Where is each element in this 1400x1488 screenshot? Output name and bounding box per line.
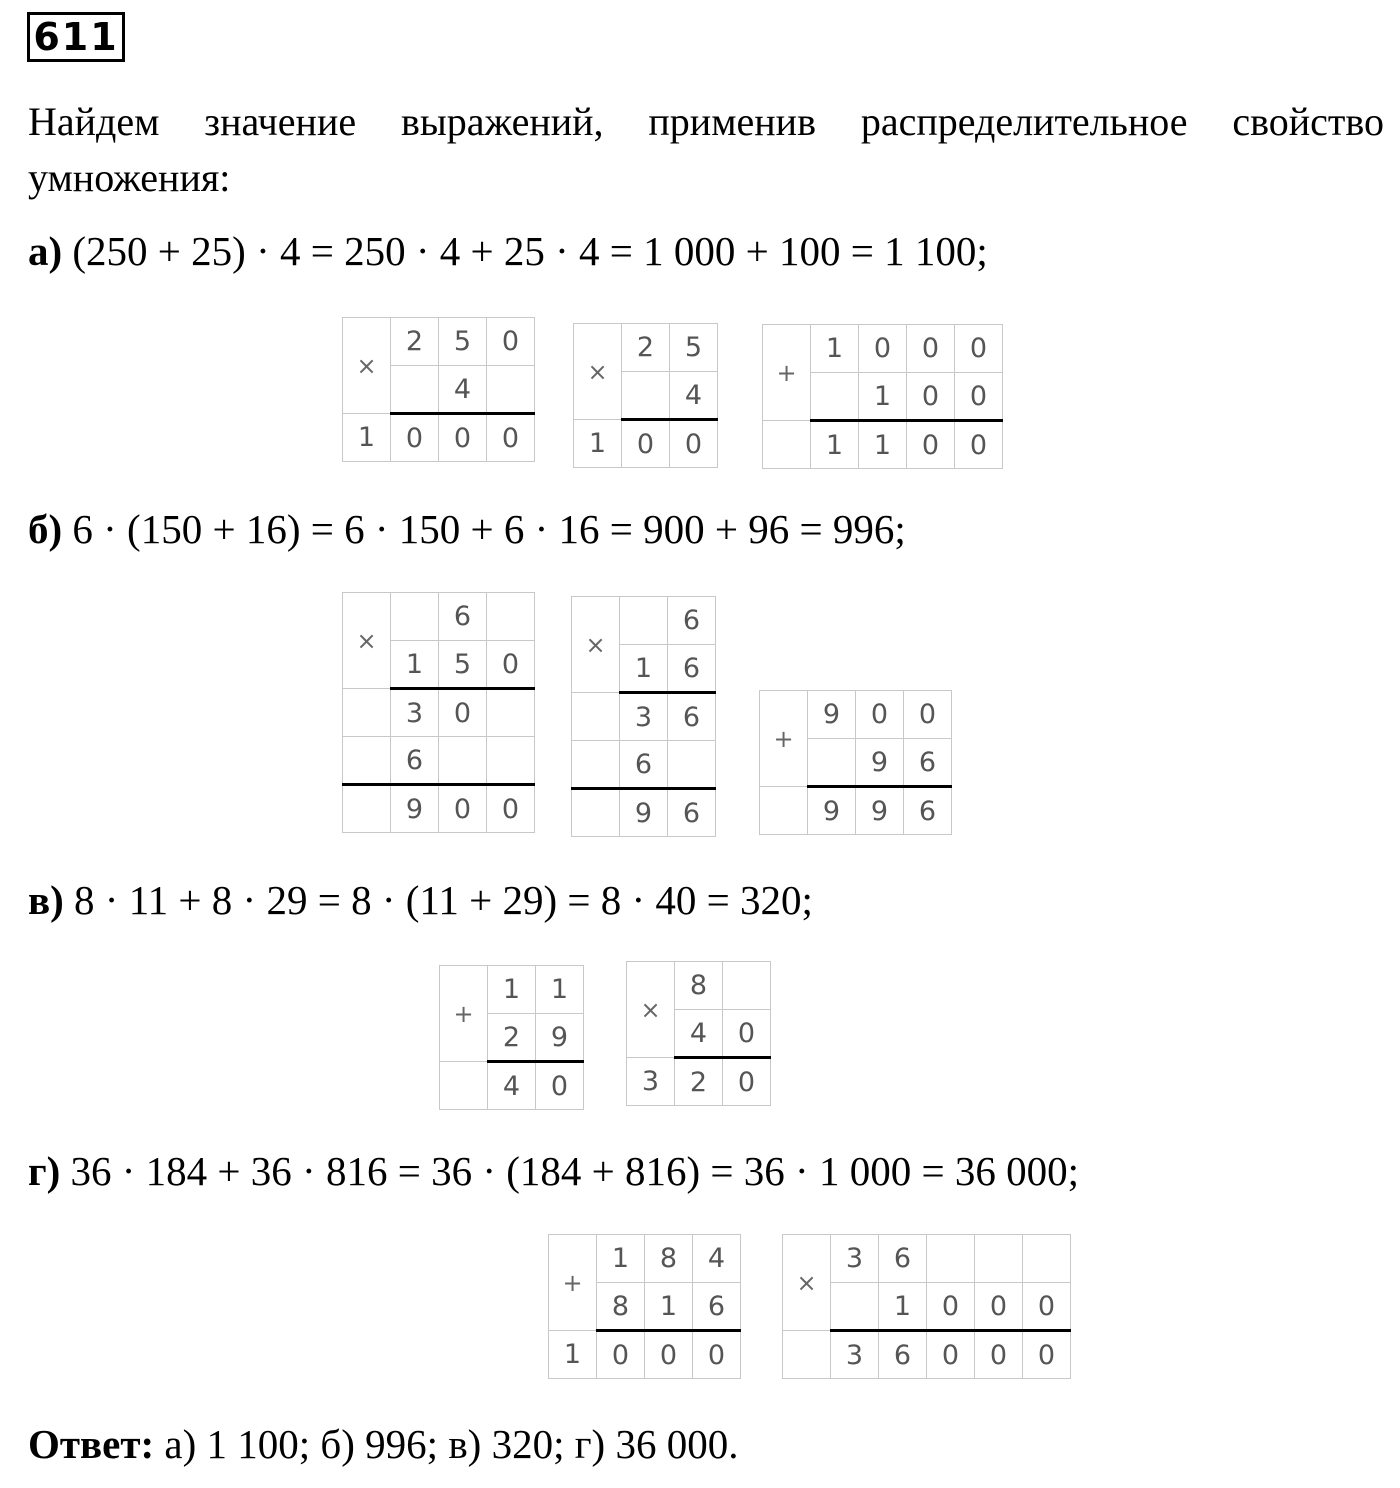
operator-sign: ×	[783, 1235, 831, 1331]
grid-digit: 5	[439, 641, 487, 689]
operator-sign: +	[760, 691, 808, 787]
part-a-equation	[28, 226, 988, 276]
answer-text: а) 1 100; б) 996; в) 320; г) 36 000.	[164, 1421, 739, 1467]
grid-row	[760, 691, 952, 739]
grid-digit: 9	[808, 787, 856, 835]
part-b-label: б)	[28, 506, 63, 552]
grid-digit: 1	[343, 414, 391, 462]
grid-row	[763, 421, 1003, 469]
grid-digit: 0	[904, 691, 952, 739]
grid-digit: 9	[391, 785, 439, 833]
intro-text: Найдем значение выражений, применив распределительное свойство умножения:	[28, 99, 1384, 200]
grid-digit: 1	[811, 421, 859, 469]
part-d-label: г)	[28, 1148, 61, 1194]
grid-digit: 1	[536, 966, 584, 1014]
grid-digit	[343, 785, 391, 833]
grid-row	[572, 597, 716, 645]
grid-digit: 2	[622, 324, 670, 372]
grid-row	[574, 420, 718, 468]
grid-digit	[808, 739, 856, 787]
grid-digit: 8	[645, 1235, 693, 1283]
grid-digit: 0	[536, 1062, 584, 1110]
part-b-expression: 6 · (150 + 16) = 6 · 150 + 6 · 16 = 900 + 96 = 996;	[72, 506, 906, 552]
grid-row	[549, 1235, 741, 1283]
grid-digit: 0	[693, 1331, 741, 1379]
grid-row	[440, 1062, 584, 1110]
grid-digit: 4	[488, 1062, 536, 1110]
part-c-expression: 8 · 11 + 8 · 29 = 8 · (11 + 29) = 8 · 40 = 320;	[74, 877, 813, 923]
grid-digit	[783, 1331, 831, 1379]
grid-digit: 6	[693, 1283, 741, 1331]
grid-digit: 0	[439, 689, 487, 737]
grid-digit	[343, 737, 391, 785]
part-a-label: а)	[28, 228, 63, 274]
grid-digit: 6	[668, 597, 716, 645]
grid-digit: 1	[488, 966, 536, 1014]
grid-digit	[439, 737, 487, 785]
computation-grid	[626, 961, 771, 1106]
computation-grid	[782, 1234, 1071, 1379]
grid-digit	[763, 421, 811, 469]
grid-digit: 3	[620, 693, 668, 741]
grid-row	[343, 318, 535, 366]
grid-digit	[927, 1235, 975, 1283]
operator-sign: ×	[343, 593, 391, 689]
grid-digit	[1023, 1235, 1071, 1283]
operator-sign: ×	[574, 324, 622, 420]
grid-digit	[343, 689, 391, 737]
grid-digit	[723, 962, 771, 1010]
grid-digit	[572, 789, 620, 837]
grid-digit: 1	[549, 1331, 597, 1379]
grid-row	[627, 1058, 771, 1106]
grid-digit: 1	[811, 325, 859, 373]
grid-digit	[572, 693, 620, 741]
grid-digit: 1	[645, 1283, 693, 1331]
grid-digit: 3	[627, 1058, 675, 1106]
grid-digit: 6	[904, 739, 952, 787]
grid-digit: 4	[693, 1235, 741, 1283]
grid-digit: 0	[907, 373, 955, 421]
grid-digit: 0	[927, 1331, 975, 1379]
computation-grid	[573, 323, 718, 468]
grid-digit: 0	[439, 785, 487, 833]
grid-digit: 6	[668, 693, 716, 741]
grid-digit: 9	[856, 739, 904, 787]
grid-digit: 8	[675, 962, 723, 1010]
answer-line	[28, 1418, 738, 1470]
grid-digit: 0	[856, 691, 904, 739]
grid-digit: 3	[831, 1235, 879, 1283]
grid-digit: 5	[670, 324, 718, 372]
grid-row	[572, 741, 716, 789]
grid-row	[783, 1235, 1071, 1283]
grid-digit: 2	[488, 1014, 536, 1062]
grid-digit: 0	[907, 325, 955, 373]
grid-digit: 0	[487, 785, 535, 833]
grid-digit: 0	[645, 1331, 693, 1379]
grid-digit	[391, 366, 439, 414]
grid-digit: 0	[670, 420, 718, 468]
grid-digit: 0	[1023, 1331, 1071, 1379]
grid-digit: 0	[955, 421, 1003, 469]
grid-digit: 5	[439, 318, 487, 366]
grid-digit: 0	[975, 1283, 1023, 1331]
grid-digit: 4	[675, 1010, 723, 1058]
grid-digit: 9	[856, 787, 904, 835]
grid-digit	[668, 741, 716, 789]
grid-row	[572, 693, 716, 741]
grid-digit: 4	[670, 372, 718, 420]
grid-row	[343, 689, 535, 737]
grid-digit	[391, 593, 439, 641]
problem-number: 611	[27, 12, 125, 62]
part-a-expression: (250 + 25) · 4 = 250 · 4 + 25 · 4 = 1 000 + 100 = 1 100;	[72, 228, 988, 274]
grid-digit: 1	[879, 1283, 927, 1331]
grid-digit: 2	[391, 318, 439, 366]
grid-digit: 6	[668, 789, 716, 837]
part-c-label: в)	[28, 877, 64, 923]
grid-digit	[440, 1062, 488, 1110]
grid-digit: 9	[536, 1014, 584, 1062]
grid-digit: 0	[391, 414, 439, 462]
grid-row	[783, 1331, 1071, 1379]
grid-digit: 0	[955, 373, 1003, 421]
grid-digit: 1	[620, 645, 668, 693]
grid-digit	[975, 1235, 1023, 1283]
grid-digit	[487, 737, 535, 785]
computation-grid	[342, 592, 535, 833]
grid-digit: 6	[391, 737, 439, 785]
grid-digit: 0	[439, 414, 487, 462]
grid-digit: 9	[808, 691, 856, 739]
computation-grid	[759, 690, 952, 835]
grid-digit: 6	[879, 1331, 927, 1379]
part-b-equation	[28, 504, 906, 554]
computation-grid	[548, 1234, 741, 1379]
grid-row	[574, 324, 718, 372]
grid-digit: 0	[1023, 1283, 1071, 1331]
grid-digit: 1	[574, 420, 622, 468]
grid-digit: 1	[859, 421, 907, 469]
grid-digit: 6	[620, 741, 668, 789]
grid-digit: 1	[859, 373, 907, 421]
operator-sign: ×	[627, 962, 675, 1058]
grid-digit: 0	[487, 318, 535, 366]
grid-digit: 0	[622, 420, 670, 468]
operator-sign: ×	[343, 318, 391, 414]
grid-row	[572, 789, 716, 837]
grid-digit: 0	[723, 1058, 771, 1106]
part-c-equation	[28, 875, 813, 925]
grid-digit	[620, 597, 668, 645]
operator-sign: +	[440, 966, 488, 1062]
computation-grid	[571, 596, 716, 837]
grid-digit: 0	[487, 641, 535, 689]
grid-row	[343, 593, 535, 641]
grid-digit: 2	[675, 1058, 723, 1106]
grid-row	[549, 1331, 741, 1379]
grid-row	[627, 962, 771, 1010]
grid-digit	[760, 787, 808, 835]
grid-row	[440, 966, 584, 1014]
grid-digit: 0	[975, 1331, 1023, 1379]
grid-digit	[487, 593, 535, 641]
grid-digit: 3	[831, 1331, 879, 1379]
part-d-expression: 36 · 184 + 36 · 816 = 36 · (184 + 816) = 36 · 1 000 = 36 000;	[70, 1148, 1079, 1194]
grid-digit: 0	[859, 325, 907, 373]
grid-digit: 0	[597, 1331, 645, 1379]
operator-sign: +	[763, 325, 811, 421]
operator-sign: ×	[572, 597, 620, 693]
grid-digit	[487, 689, 535, 737]
grid-digit: 1	[597, 1235, 645, 1283]
grid-row	[343, 785, 535, 833]
grid-digit: 0	[927, 1283, 975, 1331]
grid-digit: 8	[597, 1283, 645, 1331]
computation-grid	[762, 324, 1003, 469]
grid-row	[763, 325, 1003, 373]
grid-row	[343, 737, 535, 785]
grid-digit: 4	[439, 366, 487, 414]
grid-digit: 3	[391, 689, 439, 737]
grid-digit: 0	[487, 414, 535, 462]
answer-label: Ответ:	[28, 1421, 155, 1467]
grid-digit: 6	[904, 787, 952, 835]
computation-grid	[439, 965, 584, 1110]
operator-sign: +	[549, 1235, 597, 1331]
grid-digit	[487, 366, 535, 414]
grid-digit	[831, 1283, 879, 1331]
grid-digit: 0	[955, 325, 1003, 373]
grid-digit: 9	[620, 789, 668, 837]
part-d-equation	[28, 1146, 1079, 1196]
grid-digit: 6	[879, 1235, 927, 1283]
computation-grid	[342, 317, 535, 462]
grid-digit: 1	[391, 641, 439, 689]
grid-digit: 0	[723, 1010, 771, 1058]
grid-digit	[622, 372, 670, 420]
grid-row	[760, 787, 952, 835]
grid-digit: 6	[668, 645, 716, 693]
grid-digit: 0	[907, 421, 955, 469]
grid-row	[343, 414, 535, 462]
grid-digit	[572, 741, 620, 789]
grid-digit: 6	[439, 593, 487, 641]
grid-digit	[811, 373, 859, 421]
